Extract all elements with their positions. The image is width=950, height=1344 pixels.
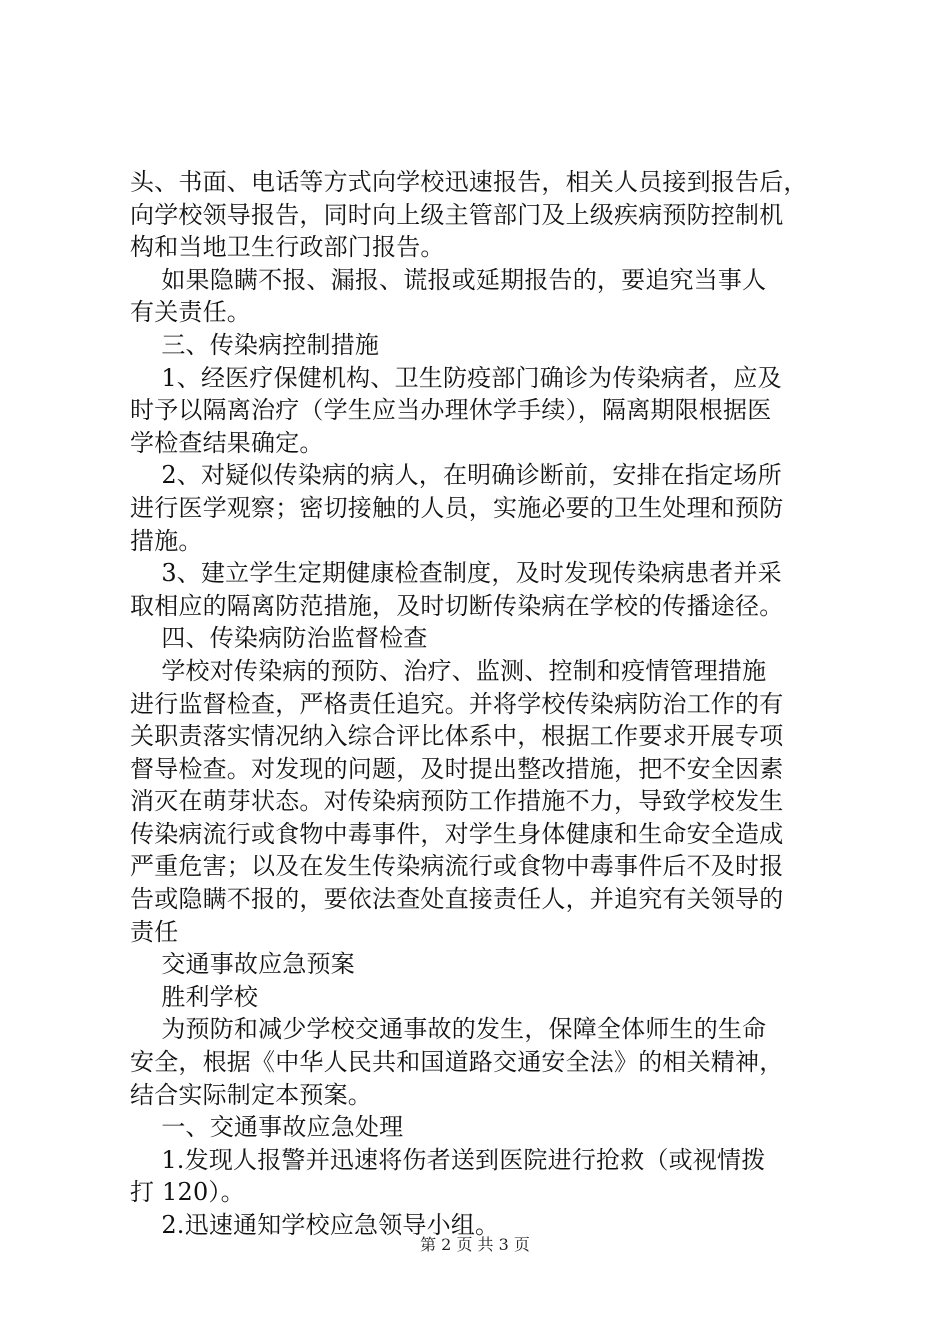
text-line: 传染病流行或食物中毒事件，对学生身体健康和生命安全造成 [130, 819, 784, 848]
text-line: 进行医学观察；密切接触的人员，实施必要的卫生处理和预防 [130, 493, 784, 522]
page-footer: 第 2 页 共 3 页 [420, 1235, 530, 1254]
text-line: 3、建立学生定期健康检查制度，及时发现传染病患者并采 [130, 559, 782, 588]
text-line: 安全，根据《中华人民共和国道路交通安全法》的相关精神， [130, 1048, 784, 1077]
text-line: 关职责落实情况纳入综合评比体系中，根据工作要求开展专项 [130, 722, 784, 751]
text-line: 消灭在萌芽状态。对传染病预防工作措施不力，导致学校发生 [130, 787, 784, 816]
text-line: 如果隐瞒不报、漏报、谎报或延期报告的，要追究当事人 [130, 265, 767, 294]
text-line: 学检查结果确定。 [130, 428, 324, 457]
text-line: 构和当地卫生行政部门报告。 [130, 233, 445, 262]
text-line: 向学校领导报告，同时向上级主管部门及上级疾病预防控制机 [130, 200, 784, 229]
text-line: 打 120）。 [130, 1178, 245, 1207]
text-line: 胜利学校 [130, 982, 259, 1011]
text-line: 1、经医疗保健机构、卫生防疫部门确诊为传染病者，应及 [130, 363, 782, 392]
text-line: 措施。 [130, 526, 203, 555]
text-line: 结合实际制定本预案。 [130, 1080, 372, 1109]
text-line: 头、书面、电话等方式向学校迅速报告，相关人员接到报告后， [130, 168, 808, 196]
text-line: 有关责任。 [130, 298, 251, 327]
text-line: 2、对疑似传染病的病人，在明确诊断前，安排在指定场所 [130, 461, 782, 490]
text-line: 四、传染病防治监督检查 [130, 624, 428, 653]
text-line: 严重危害；以及在发生传染病流行或食物中毒事件后不及时报 [130, 852, 784, 881]
text-line: 学校对传染病的预防、治疗、监测、控制和疫情管理措施 [130, 656, 767, 685]
text-line: 为预防和减少学校交通事故的发生，保障全体师生的生命 [130, 1015, 767, 1044]
text-line: 时予以隔离治疗（学生应当办理休学手续），隔离期限根据医 [130, 396, 772, 425]
text-line: 2.迅速通知学校应急领导小组。 [130, 1211, 500, 1239]
text-line: 交通事故应急预案 [130, 950, 355, 979]
text-line: 督导检查。对发现的问题，及时提出整改措施，把不安全因素 [130, 754, 784, 783]
text-line: 取相应的隔离防范措施，及时切断传染病在学校的传播途径。 [130, 591, 784, 620]
text-line: 告或隐瞒不报的，要依法查处直接责任人，并追究有关领导的 [130, 885, 784, 914]
body-text [130, 166, 830, 1242]
text-line: 进行监督检查，严格责任追究。并将学校传染病防治工作的有 [130, 689, 784, 718]
text-line: 1.发现人报警并迅速将伤者送到医院进行抢救（或视情拨 [130, 1145, 766, 1174]
text-line: 一、交通事故应急处理 [130, 1113, 404, 1142]
text-line: 三、传染病控制措施 [130, 330, 380, 359]
text-line: 责任 [130, 917, 179, 946]
